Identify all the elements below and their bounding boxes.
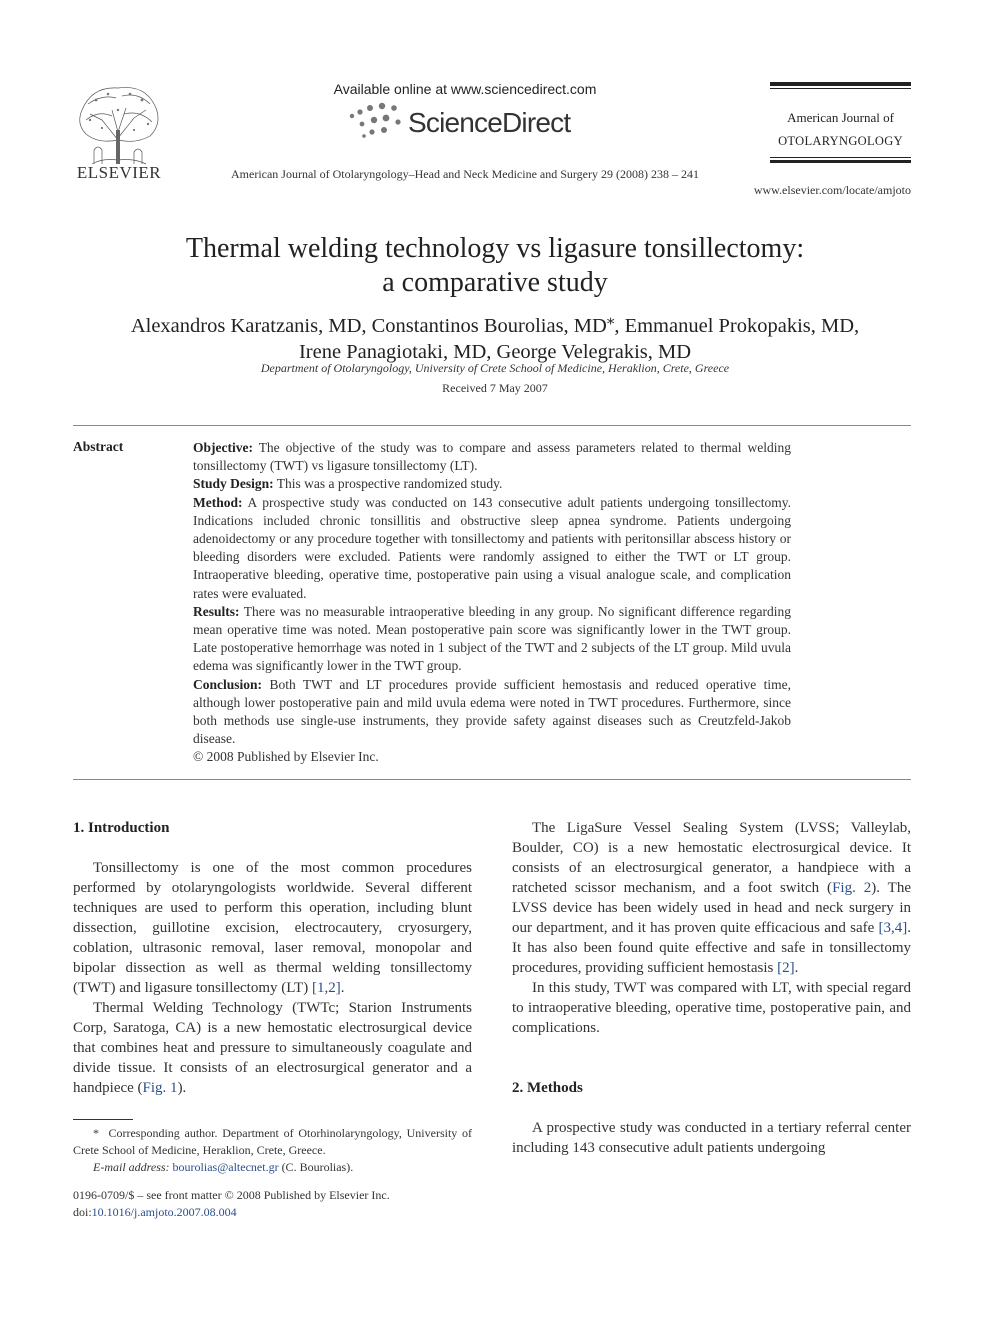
section-heading-introduction: 1. Introduction (73, 820, 170, 836)
body-column-right (512, 818, 911, 1158)
journal-brand-line1: American Journal of (787, 110, 894, 125)
available-online-text[interactable]: Available online at www.sciencedirect.com (333, 81, 597, 97)
abstract-copyright: © 2008 Published by Elsevier Inc. (193, 749, 379, 765)
corresponding-footnote: * Corresponding author. Department of Otorhinolaryngology, University of Crete School of Medicine, Heraklion, Crete, Greece. E-mail address: bourolias@altecnet.gr (C. Bourolias). (73, 1126, 473, 1174)
citation-link[interactable]: [3,4] (878, 920, 908, 936)
figure-link[interactable]: Fig. 1 (142, 1080, 178, 1096)
abstract-method: Method: A prospective study was conducted on 143 consecutive adult patients undergoing tonsillectomy. Indications included chronic tonsillitis and obstructive sleep apnea syndrome. Patients undergoing adenoidectomy or any procedure together with tonsillectomy and patients with peritonsillar abscess history or bleeding disorders were excluded. Patients were randomly assigned to either the TWT or LT group. Intraoperative bleeding, operative time, postoperative pain using a visual analogue scale, and complication rates were evaluated. (193, 494, 791, 601)
citation-link[interactable]: [2] (777, 960, 795, 976)
author-list (80, 307, 910, 365)
sciencedirect-wordmark: ScienceDirect (408, 107, 571, 138)
doi-link[interactable]: 10.1016/j.amjoto.2007.08.004 (91, 1205, 237, 1219)
abstract-results: Results: There was no measurable intraoperative bleeding in any group. No significant difference regarding mean operative time was noted. Mean postoperative pain score was significantly lower in the TWT group. Late postoperative hemorrhage was noted in 1 subject of the TWT and 2 subjects of the LT group. Mild uvula edema was significantly lower in the TWT group. (193, 603, 791, 674)
issn-line: 0196-0709/$ – see front matter © 2008 Published by Elsevier Inc. (73, 1188, 390, 1202)
abstract-label: Abstract (73, 439, 124, 454)
abstract-body (193, 439, 791, 767)
abstract-design: Study Design: This was a prospective randomized study. (193, 476, 503, 492)
figure-link[interactable]: Fig. 2 (832, 880, 872, 896)
received-date: Received 7 May 2007 (442, 381, 548, 395)
title-line-1: Thermal welding technology vs ligasure tonsillectomy: (185, 233, 805, 264)
article-title (100, 232, 890, 300)
abstract-objective: Objective: The objective of the study was to compare and assess parameters related to thermal welding tonsillectomy (TWT) vs ligasure tonsillectomy (LT). (193, 440, 791, 474)
journal-brand-line2: OTOLARYNGOLOGY (778, 134, 903, 148)
abstract-divider-top (73, 425, 911, 426)
intro-paragraph-2: Thermal Welding Technology (TWTc; Starion Instruments Corp, Saratoga, CA) is a new hemostatic electrosurgical device that combines heat and pressure to simultaneously coagulate and divide tissue. It consists of an electrosurgical generator and a handpiece (Fig. 1). (73, 1000, 472, 1096)
section-heading-methods: 2. Methods (512, 1080, 583, 1096)
corresponding-mark[interactable]: ⁎ (606, 312, 615, 328)
authors-part-b: , Emmanuel Prokopakis, MD, (614, 314, 860, 337)
intro-paragraph-3: The LigaSure Vessel Sealing System (LVSS; Valleylab, Boulder, CO) is a new hemostatic electrosurgical device. It consists of an electrosurgical generator, a handpiece with a ratcheted scissor mechanism, and a foot switch (Fig. 2). The LVSS device has been widely used in head and neck surgery in our department, and it has proven quite efficacious and safe [3,4]. It has also been found quite effective and safe in tonsillectomy procedures, providing sufficient hemostasis [2]. (512, 820, 911, 976)
brand-rule (770, 88, 911, 89)
body-column-left (73, 818, 472, 1098)
publisher-name: ELSEVIER (76, 163, 162, 182)
abstract-divider-bottom (73, 779, 911, 780)
brand-rule (770, 160, 911, 163)
issn-doi: 0196-0709/$ – see front matter © 2008 Published by Elsevier Inc. doi:10.1016/j.amjoto.2007.08.004 (73, 1187, 472, 1221)
citation-link[interactable]: [1,2] (311, 980, 341, 996)
title-line-2: a comparative study (382, 267, 608, 298)
sciencedirect-dots-icon (348, 102, 412, 142)
journal-url-link[interactable]: www.elsevier.com/locate/amjoto (753, 183, 911, 197)
brand-rule (770, 157, 911, 158)
footnote-rule (73, 1119, 133, 1120)
abstract-conclusion: Conclusion: Both TWT and LT procedures provide sufficient hemostasis and reduced operative time, although lower postoperative pain and mild uvula edema were noted in TWT procedures. Furthermore, since both methods use single-use instruments, they provide safety against diseases such as Creutzfeld-Jakob disease. (193, 676, 791, 747)
affiliation: Department of Otolaryngology, University of Crete School of Medicine, Heraklion, Crete, Greece (260, 361, 730, 375)
authors-line-2: Irene Panagiotaki, MD, George Velegrakis, MD (298, 340, 692, 363)
intro-paragraph-4: In this study, TWT was compared with LT, with special regard to intraoperative bleeding, operative time, postoperative pain, and complications. (512, 980, 911, 1036)
brand-rule (770, 82, 911, 86)
authors-part-a: Alexandros Karatzanis, MD, Constantinos Bourolias, MD (130, 314, 607, 337)
methods-paragraph-1: A prospective study was conducted in a tertiary referral center including 143 consecutive adult patients undergoing (512, 1120, 911, 1156)
journal-citation: American Journal of Otolaryngology–Head and Neck Medicine and Surgery 29 (2008) 238 – 241 (231, 167, 699, 181)
email-link[interactable]: bourolias@altecnet.gr (172, 1160, 279, 1174)
intro-paragraph-1: Tonsillectomy is one of the most common procedures performed by otolaryngologists worldwide. Several different techniques are used to perform this operation, including blunt dissection, guillotine excision, electrocautery, cryosurgery, coblation, ultrasonic removal, laser removal, monopolar and bipolar dissection as well as thermal welding tonsillectomy (TWT) and ligasure tonsillectomy (LT) [1,2]. (73, 860, 472, 996)
